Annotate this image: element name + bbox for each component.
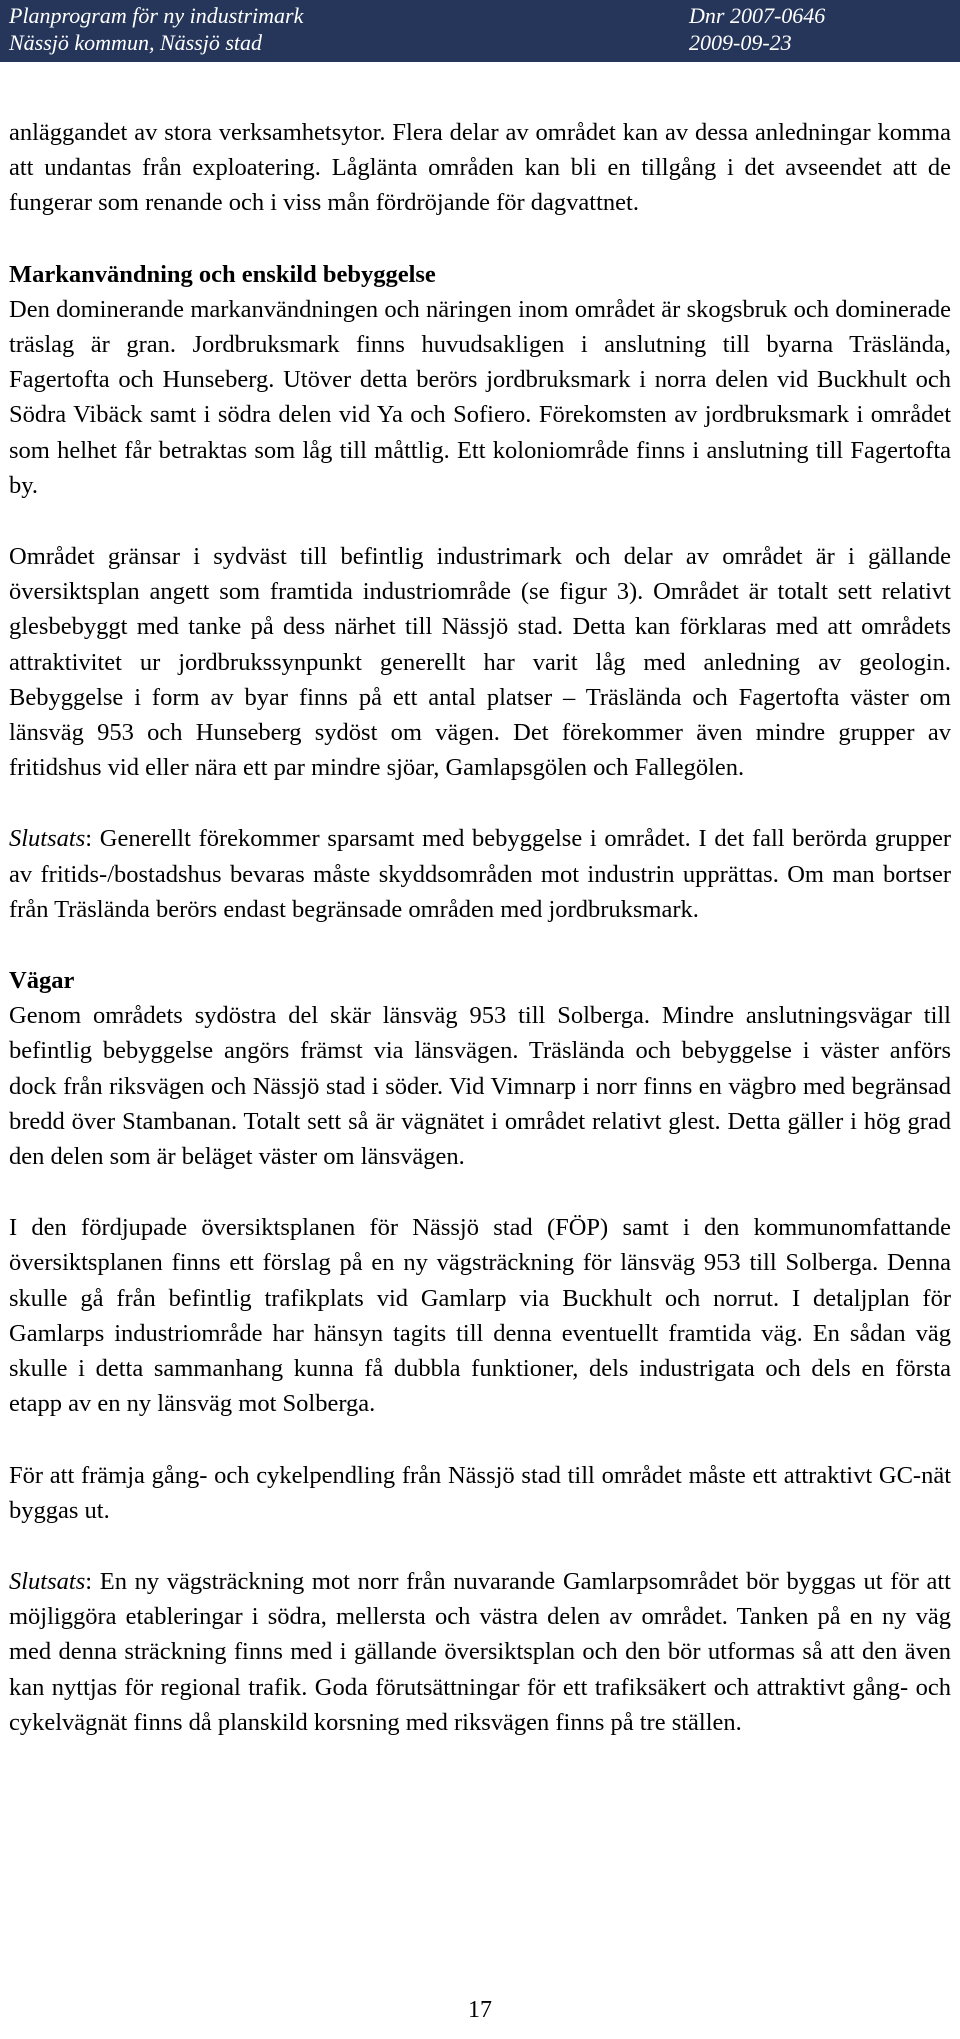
municipality-label: Nässjö kommun, Nässjö stad [9, 30, 263, 55]
paragraph: Genom områdets sydöstra del skär länsväg 953 till Solberga. Mindre anslutningsvägar till befintlig bebyggelse angörs främst via länsvägen. Träslända och bebyggelse i väster anförs dock från riksvägen och Nässjö stad i söder. Vid Vimnarp i norr finns en vägbro med begränsad bredd över Stambanan. Totalt sett så är vägnätet i området relativt glest. Detta gäller i hög grad den delen som är beläget väster om länsvägen. [9, 1002, 951, 1171]
paragraph: Området gränsar i sydväst till befintlig industrimark och delar av området är i gällande översiktsplan angett som framtida industriområde (se figur 3). Området är totalt sett relativt glesbebyggt med tanke på dess närhet till Nässjö stad. Detta kan förklaras med att områdets attraktivitet ur jordbrukssynpunkt generellt har varit låg med anledning av geologin. Bebyggelse i form av byar finns på ett antal platser – Träslända och Fagertofta väster om länsväg 953 och Hunseberg sydöst om vägen. Det förekommer även mindre grupper av fritidshus vid eller nära ett par mindre sjöar, Gamlapsgölen och Fallegölen. [9, 543, 951, 782]
conclusion-label: Slutsats [9, 825, 86, 853]
case-number: Dnr 2007-0646 [689, 3, 826, 28]
paragraph: I den fördjupade översiktsplanen för Nässjö stad (FÖP) samt i den kommunomfattande översiktsplanen finns ett förslag på en ny vägsträckning för länsväg 953 till Solberga. Denna skulle gå från befintlig trafikplats vid Gamlarp via Buckhult och norrut. I detaljplan för Gamlarps industriområde har hänsyn tagits till denna eventuellt framtida väg. En sådan väg skulle i detta sammanhang kunna få dubbla funktioner, dels industrigata och dels en första etapp av en ny länsväg mot Solberga. [9, 1214, 951, 1418]
conclusion-label: Slutsats [9, 1567, 86, 1595]
page-number: 17 [468, 1997, 492, 2023]
section-heading: Vägar [9, 967, 75, 995]
conclusion-text: : En ny vägsträckning mot norr från nuvarande Gamlarpsområdet bör byggas ut för att möjliggöra etableringar i södra, mellersta och västra delen av området. Tanken på en ny väg med denna sträckning finns med i gällande översiktsplan och den bör utformas så att den även kan nyttjas för regional trafik. Goda förutsättningar för ett trafiksäkert och attraktivt gång- och cykelvägnät finns då planskild korsning med riksvägen finns på tre ställen. [9, 1567, 951, 1736]
document-header [0, 0, 960, 62]
conclusion-text: : Generellt förekommer sparsamt med bebyggelse i området. I det fall berörda grupper av fritids-/bostadshus bevaras måste skyddsområden mot industrin upprättas. Om man bortser från Träslända berörs endast begränsade områden med jordbruksmark. [9, 825, 951, 923]
conclusion-paragraph [9, 1564, 951, 1740]
paragraph: För att främja gång- och cykelpendling från Nässjö stad till området måste ett attraktivt GC-nät byggas ut. [9, 1461, 951, 1524]
conclusion-paragraph [9, 821, 951, 927]
paragraph: Den dominerande markanvändningen och näringen inom området är skogsbruk och dominerade träslag är gran. Jordbruksmark finns huvudsakligen i anslutning till byarna Träslända, Fagertofta och Hunseberg. Utöver detta berörs jordbruksmark i norra delen vid Buckhult och Södra Vibäck samt i södra delen vid Ya och Sofiero. Förekomsten av jordbruksmark i området som helhet får betraktas som låg till måttlig. Ett koloniområde finns i anslutning till Fagertofta by. [9, 295, 951, 499]
document-date: 2009-09-23 [689, 30, 792, 55]
document-title: Planprogram för ny industrimark [9, 3, 304, 28]
paragraph: anläggandet av stora verksamhetsytor. Flera delar av området kan av dessa anledningar komma att undantas från exploatering. Låglänta områden kan bli en tillgång i det avseendet att de fungerar som renande och i viss mån fördröjande för dagvattnet. [9, 119, 951, 217]
section-heading: Markanvändning och enskild bebyggelse [9, 260, 436, 288]
page-body [9, 115, 951, 1740]
